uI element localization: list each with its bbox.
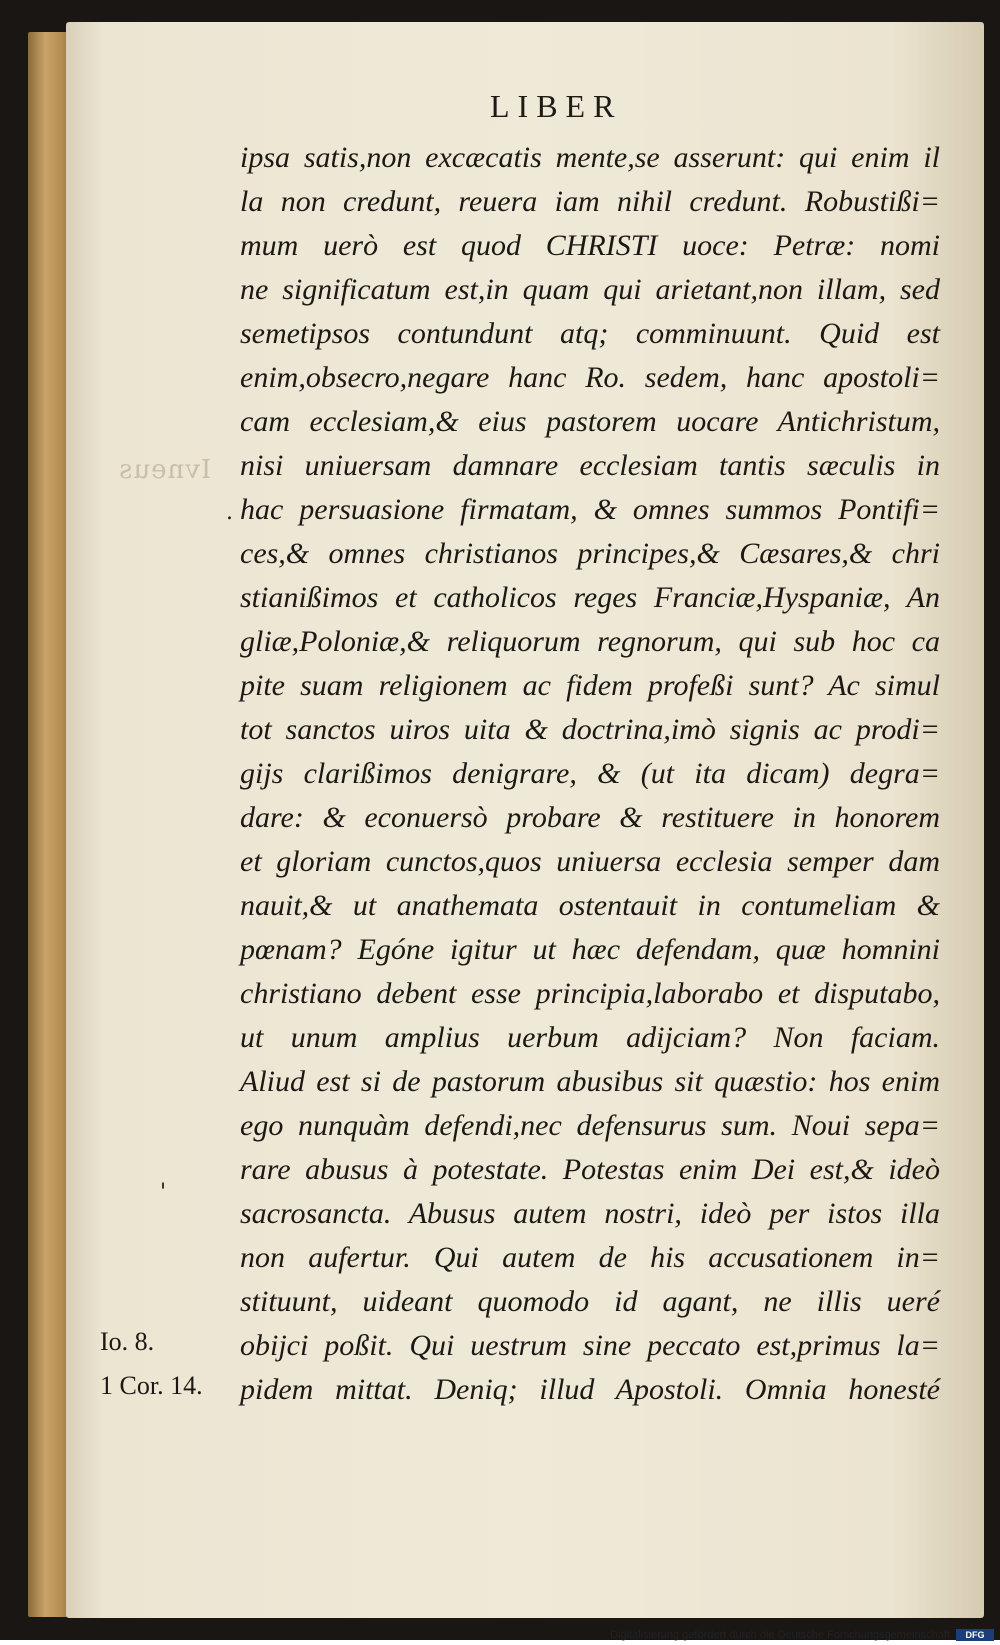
text-line: enim,obsecro,negare hanc Ro. sedem, hanc apostoli=: [240, 361, 940, 394]
text-line: pœnam? Egóne igitur ut hæc defendam, quæ homnini: [240, 933, 940, 966]
text-line: stianißimos et catholicos reges Franciæ,Hyspaniæ, An: [240, 581, 940, 614]
margin-note-reference: 1 Cor. 14.: [100, 1371, 203, 1400]
margin-mark: ': [160, 1180, 167, 1205]
text-line: sacrosancta. Abusus autem nostri, ideò per istos illa: [240, 1197, 940, 1230]
text-line: mum uerò est quod CHRISTI uoce: Petræ: nomi: [240, 229, 940, 262]
bleed-through-text: Ivneus: [118, 455, 212, 485]
text-line: tot sanctos uiros uita & doctrina,imò signis ac prodi=: [240, 713, 940, 746]
text-line: ne significatum est,in quam qui arietant,non illam, sed: [240, 273, 940, 306]
text-line: pidem mittat. Deniq; illud Apostoli. Omnia honesté: [240, 1373, 940, 1406]
funding-credit: Digitalisierung gefördert durch die Deutsche Forschungsgemeinschaft: [610, 1629, 950, 1641]
text-line: semetipsos contundunt atq; comminuunt. Quid est: [240, 317, 940, 350]
text-line: non aufertur. Qui autem de his accusationem in=: [240, 1241, 940, 1274]
text-line: ut unum amplius uerbum adijciam? Non faciam.: [240, 1021, 940, 1054]
text-line: christiano debent esse principia,laborabo et disputabo,: [240, 977, 940, 1010]
text-line: pite suam religionem ac fidem profeßi sunt? Ac simul: [240, 669, 940, 702]
text-line: dare: & econuersò probare & restituere in honorem: [240, 801, 940, 834]
body-text: [240, 136, 940, 1412]
text-line: stituunt, uideant quomodo id agant, ne illis ueré: [240, 1285, 940, 1318]
running-head: LIBER: [490, 88, 623, 124]
text-line: nisi uniuersam damnare ecclesiam tantis sæculis in: [240, 449, 940, 482]
margin-dot: .: [226, 500, 233, 525]
text-line: la non credunt, reuera iam nihil credunt. Robustißi=: [240, 185, 940, 218]
text-line: Aliud est si de pastorum abusibus sit quæstio: hos enim: [240, 1065, 940, 1098]
dfg-logo: DFG: [956, 1629, 994, 1641]
text-line: ego nunquàm defendi,nec defensurus sum. Noui sepa=: [240, 1109, 940, 1142]
text-line: ipsa satis,non excæcatis mente,se asserunt: qui enim il: [240, 141, 940, 174]
text-line: et gloriam cunctos,quos uniuersa ecclesia semper dam: [240, 845, 940, 878]
text-line: gliæ,Poloniæ,& reliquorum regnorum, qui sub hoc ca: [240, 625, 940, 658]
margin-note-reference: Io. 8.: [100, 1327, 155, 1356]
text-line: hac persuasione firmatam, & omnes summos Pontifi=: [240, 493, 940, 526]
text-line: cam ecclesiam,& eius pastorem uocare Antichristum,: [240, 405, 940, 438]
text-line: rare abusus à potestate. Potestas enim Dei est,& ideò: [240, 1153, 940, 1186]
text-line: nauit,& ut anathemata ostentauit in contumeliam &: [240, 889, 940, 922]
text-line: obijci poßit. Qui uestrum sine peccato est,primus la=: [240, 1329, 940, 1362]
text-line: ces,& omnes christianos principes,& Cæsares,& chri: [240, 537, 940, 570]
text-line: gijs clarißimos denigrare, & (ut ita dicam) degra=: [240, 757, 940, 790]
